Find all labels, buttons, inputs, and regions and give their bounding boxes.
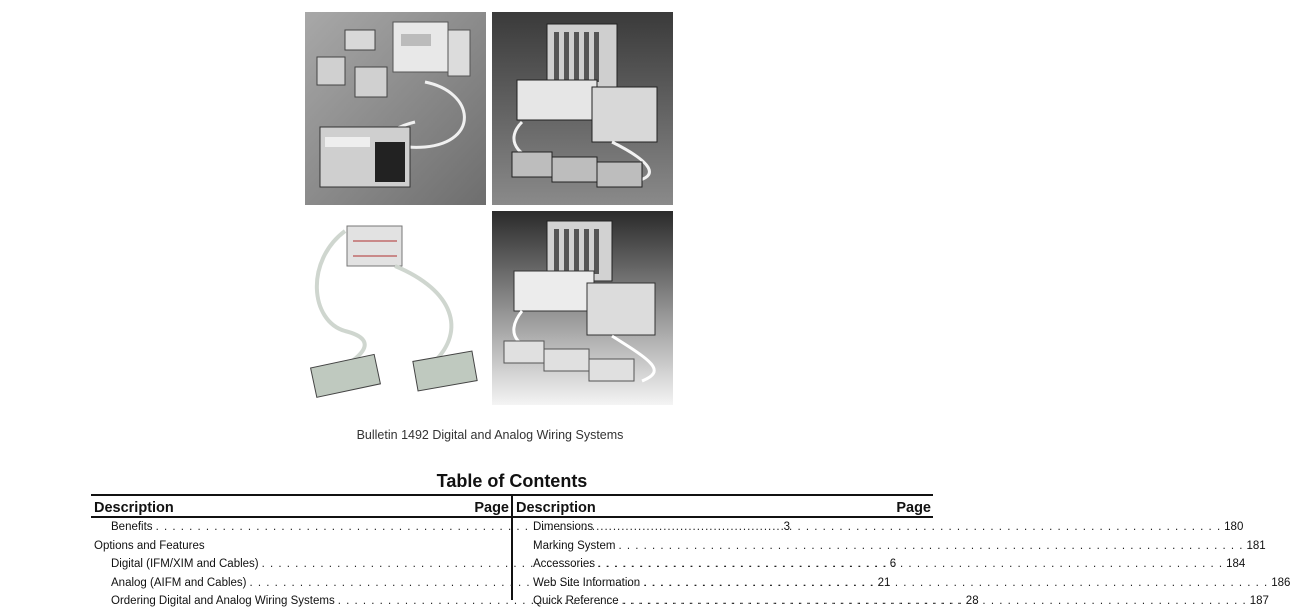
toc-page: 6 xyxy=(889,558,897,570)
toc-label: Benefits xyxy=(111,521,153,533)
toc-label: Dimensions xyxy=(533,521,594,533)
toc-page: 186 xyxy=(1271,576,1290,589)
toc-header xyxy=(513,494,933,518)
toc-label: Quick Reference xyxy=(533,595,619,607)
toc-label: Marking System xyxy=(533,539,616,552)
toc-header xyxy=(91,494,511,518)
col-description: Description xyxy=(516,500,596,516)
leader-dots xyxy=(596,518,1221,537)
toc-title: Table of Contents xyxy=(436,471,588,491)
toc-row[interactable] xyxy=(513,574,1290,593)
product-photo-3 xyxy=(305,211,486,405)
product-photo-2 xyxy=(492,12,673,205)
product-photo-1 xyxy=(305,12,486,205)
toc-label: Digital (IFM/XIM and Cables) xyxy=(111,558,259,570)
toc-row[interactable] xyxy=(513,555,1246,574)
toc-label: Web Site Information xyxy=(533,576,641,589)
leader-dots xyxy=(618,537,1243,556)
toc-page: 180 xyxy=(1224,521,1244,533)
toc-page: 21 xyxy=(877,576,891,589)
toc-label: Options and Features xyxy=(94,539,205,552)
toc-row[interactable] xyxy=(513,518,1244,537)
toc-row[interactable] xyxy=(513,537,1266,556)
leader-dots xyxy=(643,574,1268,593)
figure-caption: Bulletin 1492 Digital and Analog Wiring Systems xyxy=(356,428,624,442)
toc-label: Analog (AIFM and Cables) xyxy=(111,576,247,589)
toc-row[interactable] xyxy=(91,537,511,556)
leader-dots xyxy=(622,592,1247,611)
col-page: Page xyxy=(896,500,931,516)
toc-page: 28 xyxy=(965,595,979,607)
toc-page: 187 xyxy=(1249,595,1269,607)
leader-dots xyxy=(598,555,1223,574)
toc-page: 3 xyxy=(783,521,791,533)
col-page: Page xyxy=(474,500,509,516)
toc-page: 184 xyxy=(1226,558,1246,570)
toc-label: Accessories xyxy=(533,558,595,570)
toc-page: 181 xyxy=(1246,539,1266,552)
col-description: Description xyxy=(94,500,174,516)
product-photo-4 xyxy=(492,211,673,405)
toc-label: Ordering Digital and Analog Wiring Systems xyxy=(111,595,335,607)
